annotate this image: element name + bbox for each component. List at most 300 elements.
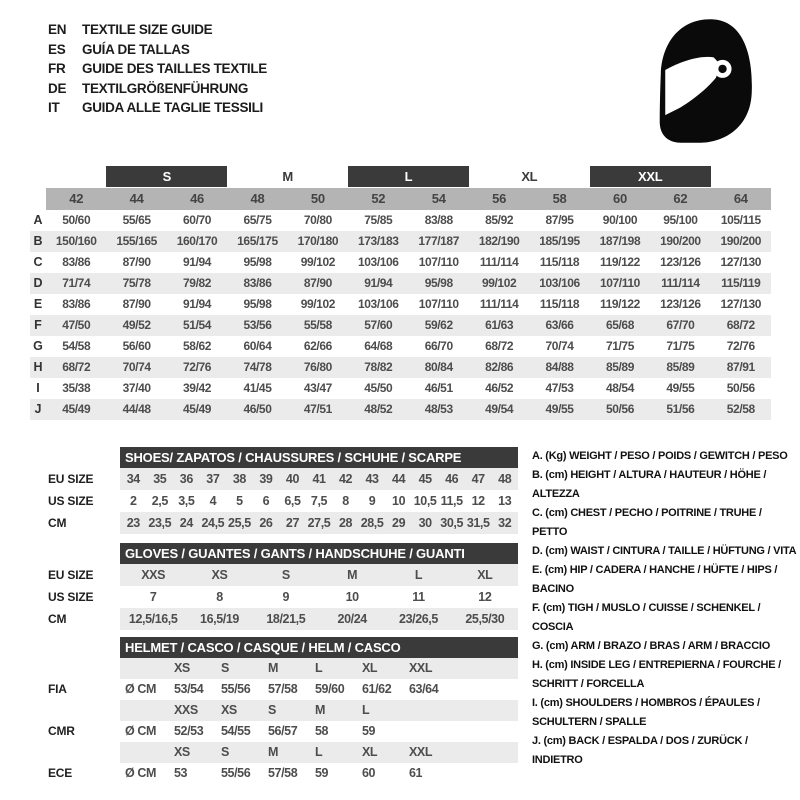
size-group-box-xl: XL (521, 169, 538, 184)
racing-helmet-icon (650, 16, 762, 151)
size-value-cell: 64/68 (364, 339, 393, 353)
cell: 41 (312, 472, 326, 486)
cell: 2,5 (151, 494, 168, 508)
visor-pivot-inner (718, 65, 726, 73)
helmet-value-row-ece (30, 763, 518, 784)
cell: 52/53 (174, 724, 204, 738)
size-value-cell: 47/50 (62, 318, 91, 332)
language-row (48, 79, 267, 99)
row-values (46, 378, 771, 399)
gloves-title-bar: GLOVES / GUANTES / GANTS / HANDSCHUHE / GUANTI (120, 543, 518, 564)
row-values (46, 252, 771, 273)
legend-item-f: F. (cm) TIGH / MUSLO / CUISSE / SCHENKEL / COSCIA (532, 602, 761, 633)
size-group-box-l: L (348, 166, 469, 187)
size-value-cell: 68/72 (726, 318, 755, 332)
cell: XXL (409, 745, 433, 759)
size-value-cell: 190/200 (660, 234, 701, 248)
helmet-table (30, 637, 518, 784)
size-value-cell: 68/72 (485, 339, 514, 353)
language-list (48, 20, 267, 118)
cell: 43 (365, 472, 379, 486)
row-values (120, 586, 518, 608)
size-value-cell: 50/56 (605, 402, 634, 416)
shoes-table (30, 447, 518, 534)
size-value-cell: 99/102 (300, 255, 336, 269)
language-name: TEXTILGRÖßENFÜHRUNG (82, 80, 249, 96)
cell: 44 (392, 472, 406, 486)
cell: S (221, 745, 229, 759)
cell: 13 (498, 494, 512, 508)
size-value-cell: 45/50 (364, 381, 393, 395)
legend-item-g: G. (cm) ARM / BRAZO / BRAS / ARM / BRACCIO (532, 640, 771, 652)
size-value-cell: 83/86 (243, 276, 272, 290)
size-value-cell: 54/58 (62, 339, 91, 353)
row-label: CM (48, 612, 67, 626)
size-value-cell: 85/89 (605, 360, 634, 374)
cell: 12 (478, 590, 492, 604)
size-value-cell: 78/82 (364, 360, 393, 374)
size-cell: 46 (190, 191, 204, 206)
size-value-cell: 59/62 (424, 318, 453, 332)
size-value-cell: 150/160 (55, 234, 97, 248)
cell: 34 (126, 472, 140, 486)
size-cell: 56 (492, 191, 507, 206)
table-row (30, 608, 518, 630)
cell: 5 (236, 494, 243, 508)
size-value-cell: 87/90 (122, 297, 151, 311)
size-value-cell: 71/75 (666, 339, 695, 353)
size-value-cell: 49/54 (485, 402, 514, 416)
cell: 57/58 (268, 682, 298, 696)
cell: 37 (206, 472, 220, 486)
size-value-cell: 177/187 (418, 234, 459, 248)
size-value-cell: 70/74 (545, 339, 574, 353)
cell: 16,5/19 (200, 612, 239, 626)
cell: XL (362, 745, 378, 759)
cell: L (414, 568, 423, 582)
cell (120, 658, 172, 679)
cell: 46 (445, 472, 459, 486)
cell: L (362, 703, 370, 717)
language-name: GUIDA ALLE TAGLIE TESSILI (82, 100, 263, 115)
cell: XS (211, 568, 228, 582)
cell: XS (174, 661, 190, 675)
cell: 9 (282, 590, 290, 604)
cell: XXL (409, 661, 433, 675)
cell: 58 (315, 724, 329, 738)
size-value-cell: 71/74 (62, 276, 91, 290)
helmet-rows (30, 658, 518, 784)
table-row (30, 490, 518, 512)
size-value-cell: 123/126 (660, 255, 701, 269)
row-letter: D (33, 276, 43, 290)
cell: 8 (342, 494, 349, 508)
size-value-cell: 49/52 (122, 318, 151, 332)
measurement-legend (532, 447, 798, 770)
size-value-cell: 103/106 (358, 255, 399, 269)
size-value-cell: 70/74 (122, 360, 151, 374)
table-row (30, 564, 518, 586)
size-value-cell: 85/89 (666, 360, 695, 374)
measure-row-f (30, 315, 771, 336)
group-row-spacer (30, 166, 46, 187)
standard-label-cmr: CMR (48, 724, 75, 738)
size-value-cell: 185/195 (539, 234, 580, 248)
language-row (48, 59, 267, 79)
helmet-size-row (30, 700, 518, 721)
row-values (120, 468, 518, 490)
size-value-cell: 105/115 (720, 213, 761, 227)
cell: S (268, 703, 276, 717)
cell: 12,5/16,5 (128, 612, 178, 626)
helmet-value-row-fia (30, 679, 518, 700)
language-code: DE (48, 80, 67, 96)
cell: 10,5 (413, 494, 437, 508)
size-value-cell: 61/63 (485, 318, 514, 332)
size-value-cell: 127/130 (720, 297, 762, 311)
measure-row-i (30, 378, 771, 399)
size-value-cell: 49/55 (666, 381, 695, 395)
size-value-cell: 35/38 (62, 381, 91, 395)
sizes-bar-row (30, 188, 771, 210)
size-value-cell: 182/190 (478, 234, 520, 248)
size-value-cell: 51/56 (666, 402, 695, 416)
cell (120, 700, 172, 721)
size-value-cell: 111/114 (479, 297, 519, 311)
row-letter: F (34, 318, 42, 332)
cell: 45 (418, 472, 432, 486)
size-cell: 62 (673, 191, 688, 206)
sizes-bar (46, 188, 771, 210)
legend-item-e: E. (cm) HIP / CADERA / HANCHE / HÜFTE / HIPS / BACINO (532, 564, 778, 595)
size-group-cells (46, 166, 771, 187)
row-letter: A (33, 213, 43, 227)
cell: 8 (216, 590, 223, 604)
size-value-cell: 48/53 (424, 402, 453, 416)
cell: M (347, 568, 358, 582)
language-code: EN (48, 22, 67, 37)
cell: 42 (338, 472, 353, 486)
size-value-cell: 107/110 (418, 297, 459, 311)
size-value-cell: 63/66 (545, 318, 574, 332)
row-values (46, 273, 771, 294)
cell: 36 (179, 472, 193, 486)
size-value-cell: 50/60 (62, 213, 91, 227)
size-value-cell: 103/106 (539, 276, 580, 290)
standard-label-ece: ECE (48, 766, 73, 780)
row-label (30, 700, 120, 721)
cell: 40 (285, 472, 299, 486)
size-value-cell: 60/64 (243, 339, 272, 353)
size-value-cell: 79/82 (183, 276, 212, 290)
size-value-cell: 46/52 (485, 381, 514, 395)
cell: 30 (418, 516, 432, 530)
size-value-cell: 87/91 (726, 360, 755, 374)
row-letter: B (33, 234, 43, 248)
size-value-cell: 75/78 (122, 276, 151, 290)
size-value-cell: 75/85 (364, 213, 393, 227)
measure-row-c (30, 252, 771, 273)
size-value-cell: 46/51 (424, 381, 453, 395)
size-value-cell: 95/98 (243, 255, 272, 269)
table-row (30, 586, 518, 608)
size-value-cell: 115/118 (539, 297, 580, 311)
cell: 24,5 (201, 516, 225, 530)
size-value-cell: 41/45 (243, 381, 272, 395)
language-code: FR (48, 61, 66, 76)
size-value-cell: 84/88 (545, 360, 574, 374)
size-value-cell: 90/100 (602, 213, 638, 227)
row-values (120, 763, 518, 784)
size-value-cell: 55/58 (303, 318, 332, 332)
row-label: US SIZE (48, 494, 94, 508)
size-value-cell: 87/90 (122, 255, 151, 269)
language-name: TEXTILE SIZE GUIDE (82, 22, 213, 37)
cell: 23/26,5 (399, 612, 438, 626)
legend-item-i: I. (cm) SHOULDERS / HOMBROS / ÉPAULES / SCHULTERN / SPALLE (532, 697, 760, 728)
row-values (120, 658, 518, 679)
size-cell: 50 (310, 191, 325, 206)
size-value-cell: 119/122 (599, 255, 640, 269)
row-values (46, 357, 771, 378)
size-value-cell: 170/180 (297, 234, 339, 248)
size-value-cell: 47/53 (545, 381, 574, 395)
size-cell: 64 (733, 191, 748, 206)
measure-row-h (30, 357, 771, 378)
size-value-cell: 82/86 (485, 360, 514, 374)
size-value-cell: 103/106 (358, 297, 399, 311)
measure-row-j (30, 399, 771, 420)
legend-item-c: C. (cm) CHEST / PECHO / POITRINE / TRUHE / PETTO (532, 507, 762, 538)
size-value-cell: 107/110 (418, 255, 459, 269)
size-value-cell: 48/54 (605, 381, 634, 395)
size-value-cell: 49/55 (545, 402, 574, 416)
row-label: EU SIZE (48, 568, 94, 582)
table-row (30, 512, 518, 534)
row-label: CM (48, 516, 67, 530)
legend-item-d: D. (cm) WAIST / CINTURA / TAILLE / HÜFTUNG / VITA (532, 545, 797, 557)
cell: Ø CM (125, 724, 157, 738)
cell: 26 (259, 516, 273, 530)
size-value-cell: 70/80 (303, 213, 332, 227)
size-value-cell: 91/94 (364, 276, 393, 290)
cell: 38 (232, 472, 246, 486)
language-row (48, 20, 267, 40)
cell: 27 (285, 516, 299, 530)
size-value-cell: 107/110 (599, 276, 640, 290)
gloves-table (30, 543, 518, 630)
cell: 27,5 (307, 516, 331, 530)
cell (407, 721, 454, 742)
cell: 12 (471, 494, 485, 508)
row-values (120, 608, 518, 630)
size-value-cell: 50/56 (726, 381, 755, 395)
cell: 28 (338, 516, 353, 530)
cell: 53 (174, 766, 188, 780)
size-value-cell: 52/58 (726, 402, 755, 416)
row-letter: E (33, 297, 43, 311)
size-value-cell: 115/118 (539, 255, 580, 269)
measure-row-e (30, 294, 771, 315)
size-value-cell: 85/92 (485, 213, 514, 227)
size-value-cell: 111/114 (661, 276, 700, 290)
size-value-cell: 45/49 (183, 402, 212, 416)
size-group-box-m: M (282, 169, 293, 184)
size-value-cell: 190/200 (720, 234, 762, 248)
cell: 25,5/30 (465, 612, 505, 626)
language-code: ES (48, 41, 66, 57)
size-cell: 48 (250, 191, 265, 206)
size-value-cell: 83/86 (62, 255, 91, 269)
size-value-cell: 48/52 (364, 402, 393, 416)
size-value-cell: 111/114 (479, 255, 519, 269)
size-value-cell: 44/48 (122, 402, 151, 416)
helmet-title-bar: HELMET / CASCO / CASQUE / HELM / CASCO (120, 637, 518, 658)
size-value-cell: 53/56 (243, 318, 272, 332)
size-cell: 58 (552, 191, 567, 206)
cell: 28,5 (360, 516, 384, 530)
size-value-cell: 87/90 (303, 276, 332, 290)
cell: 24 (179, 516, 193, 530)
row-values (120, 700, 518, 721)
row-label (30, 742, 120, 763)
row-values (46, 399, 771, 420)
size-cell: 60 (613, 191, 627, 206)
cell: 6,5 (284, 494, 301, 508)
row-values (46, 336, 771, 357)
row-values (120, 742, 518, 763)
cell: M (268, 745, 279, 759)
size-value-cell: 91/94 (183, 255, 212, 269)
measure-row-d (30, 273, 771, 294)
legend-item-j: J. (cm) BACK / ESPALDA / DOS / ZURÜCK / INDIETRO (532, 735, 748, 766)
size-value-cell: 127/130 (720, 255, 762, 269)
row-label: EU SIZE (48, 472, 94, 486)
row-values (46, 210, 771, 231)
size-value-cell: 51/54 (183, 318, 212, 332)
row-values (120, 564, 518, 586)
size-value-cell: 65/75 (243, 213, 272, 227)
size-value-cell: 45/49 (62, 402, 91, 416)
size-value-cell: 119/122 (599, 297, 640, 311)
size-group-box-s: S (106, 166, 227, 187)
cell: 29 (392, 516, 406, 530)
size-cell: 52 (371, 191, 386, 206)
size-value-cell: 99/102 (300, 297, 336, 311)
size-value-cell: 95/100 (663, 213, 698, 227)
cell: 10 (392, 494, 406, 508)
cell (407, 700, 454, 721)
row-values (120, 721, 518, 742)
row-values (46, 231, 771, 252)
cell: 61 (409, 766, 423, 780)
cell: 10 (345, 590, 359, 604)
size-value-cell: 72/76 (726, 339, 755, 353)
size-value-cell: 87/95 (545, 213, 574, 227)
standard-label-fia: FIA (48, 682, 67, 696)
row-letter: H (33, 360, 43, 374)
helmet-size-row (30, 742, 518, 763)
cell: XXS (174, 703, 198, 717)
cell: 59/60 (315, 682, 345, 696)
row-label (30, 658, 120, 679)
size-value-cell: 37/40 (122, 381, 151, 395)
cell: S (221, 661, 229, 675)
textile-size-table (30, 166, 771, 420)
shoes-title-bar: SHOES/ ZAPATOS / CHAUSSURES / SCHUHE / SCARPE (120, 447, 518, 468)
cell: 55/56 (221, 766, 251, 780)
size-group-box-xxl: XXL (590, 166, 711, 187)
language-name: GUÍA DE TALLAS (82, 41, 190, 57)
size-cell: 44 (129, 191, 144, 206)
cell: 56/57 (268, 724, 298, 738)
sizes-bar-spacer (30, 188, 46, 210)
size-value-cell: 72/76 (183, 360, 212, 374)
cell: L (315, 745, 323, 759)
cell: 7 (149, 590, 157, 604)
cell: 18/21,5 (266, 612, 306, 626)
size-value-cell: 74/78 (243, 360, 272, 374)
cell: 61/62 (362, 682, 392, 696)
legend-item-h: H. (cm) INSIDE LEG / ENTREPIERNA / FOURCHE / SCHRITT / FORCELLA (532, 659, 781, 690)
cell: 48 (498, 472, 512, 486)
size-value-cell: 60/70 (183, 213, 212, 227)
cell: 57/58 (268, 766, 298, 780)
cell: 55/56 (221, 682, 251, 696)
cell: Ø CM (125, 682, 157, 696)
cell (120, 742, 172, 763)
row-letter: I (36, 381, 40, 395)
cell: 39 (259, 472, 273, 486)
size-value-cell: 173/183 (358, 234, 399, 248)
measure-row-a (30, 210, 771, 231)
size-group-row (30, 166, 771, 187)
size-cell: 42 (69, 191, 84, 206)
size-value-cell: 62/66 (303, 339, 332, 353)
cell: 54/55 (221, 724, 251, 738)
size-value-cell: 99/102 (481, 276, 517, 290)
size-value-cell: 155/165 (116, 234, 157, 248)
size-value-cell: 76/80 (303, 360, 332, 374)
size-value-cell: 83/88 (424, 213, 453, 227)
legend-item-b: B. (cm) HEIGHT / ALTURA / HAUTEUR / HÖHE / ALTEZZA (532, 469, 767, 500)
size-value-cell: 80/84 (424, 360, 453, 374)
cell: XXS (141, 568, 166, 582)
size-value-cell: 165/175 (237, 234, 278, 248)
cell: S (281, 568, 290, 582)
legend-item-a: A. (Kg) WEIGHT / PESO / POIDS / GEWITCH / PESO (532, 450, 788, 462)
size-value-cell: 57/60 (364, 318, 393, 332)
table-row (30, 468, 518, 490)
cell: 35 (153, 472, 167, 486)
cell: XS (174, 745, 190, 759)
cell: 9 (368, 494, 376, 508)
language-row (48, 98, 267, 118)
cell: 31,5 (466, 516, 490, 530)
cell: 3,5 (178, 494, 195, 508)
size-value-cell: 68/72 (62, 360, 91, 374)
cell: 60 (362, 766, 376, 780)
size-value-cell: 46/50 (243, 402, 272, 416)
row-values (120, 490, 518, 512)
cell: 11,5 (440, 494, 463, 508)
cell: 6 (262, 494, 270, 508)
measure-rows (30, 210, 771, 420)
gloves-rows (30, 564, 518, 630)
size-value-cell: 43/47 (303, 381, 332, 395)
cell: 53/54 (174, 682, 204, 696)
cell: 20/24 (337, 612, 367, 626)
